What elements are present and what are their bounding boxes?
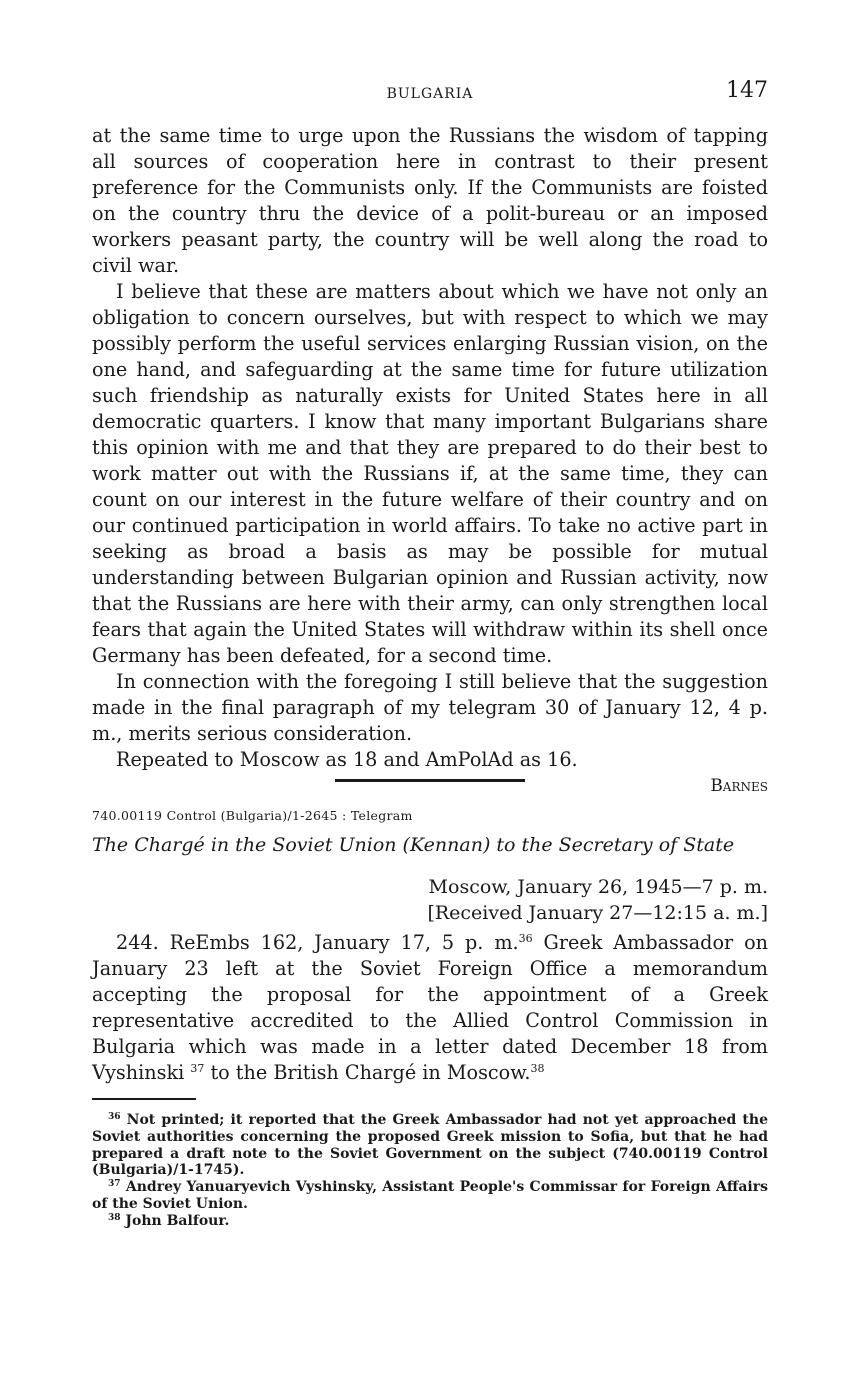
file-reference: 740.00119 Control (Bulgaria)/1-2645 : Telegram (92, 808, 413, 823)
telegram-paragraph (92, 930, 768, 1086)
footnote-ref-37: 37 (190, 1062, 205, 1075)
footnote-number: 37 (108, 1179, 121, 1190)
sent-date: Moscow, January 26, 1945—7 p. m. (428, 876, 768, 898)
paragraph-1: at the same time to urge upon the Russians the wisdom of tapping all sources of cooperation here in contrast to their present preference for the Communists only. If the Communists are foisted on the country thru the device of a polit-bureau or an imposed workers peasant party, the country will be well along the road to civil war. (92, 124, 768, 277)
telegram-text-b: Greek Ambassador on January 23 left at the Soviet Foreign Office a memorandum accepting the proposal for the appointment of a Greek representative accredited to the Allied Control Commission in Bulgaria which was made in a letter dated December 18 from Vyshinski (92, 931, 768, 1084)
page-number: 147 (726, 78, 768, 103)
footnote-number: 38 (108, 1212, 121, 1223)
paragraph-4: Repeated to Moscow as 18 and AmPolAd as 16. (116, 748, 578, 771)
footnote-text: Not printed; it reported that the Greek Ambassador had not yet approached the Soviet authorities concerning the proposed Greek mission to Sofia, but that he had prepared a draft note to the Soviet Government on the subject (740.00119 Control (Bulgaria)/1-1745). (92, 1112, 768, 1179)
telegram-text-c: to the British Chargé in Moscow. (204, 1061, 531, 1084)
received-date: [Received January 27—12:15 a. m.] (427, 902, 768, 924)
signature: Barnes (710, 776, 768, 796)
section-divider (335, 779, 525, 782)
footnotes (92, 1112, 768, 1230)
document-title: The Chargé in the Soviet Union (Kennan) to the Secretary of State (92, 834, 735, 856)
footnote-text: John Balfour. (120, 1212, 230, 1229)
paragraph-2: I believe that these are matters about which we have not only an obligation to concern ourselves, but with respect to which we may possibly perform the useful services enlarging Russian vision, on the one hand, and safeguarding at the same time for future utilization such friendship as naturally exists for United States here in all democratic quarters. I know that many important Bulgarians share this opinion with me and that they are prepared to do their best to work matter out with the Russians if, at the same time, they can count on our interest in the future welfare of their country and on our continued participation in world affairs. To take no active part in seeking as broad a basis as may be possible for mutual understanding between Bulgarian opinion and Russian activity, now that the Russians are here with their army, can only strengthen local fears that again the United States will withdraw within its shell once Germany has been defeated, for a second time. (92, 280, 768, 667)
running-head: BULGARIA (386, 86, 474, 102)
footnote-text: Andrey Yanuaryevich Vyshinsky, Assistant People's Commissar for Foreign Affairs of the Soviet Union. (92, 1179, 768, 1212)
footnote-ref-38: 38 (530, 1062, 545, 1075)
page-header (92, 78, 768, 108)
footnote-36 (92, 1112, 768, 1179)
footnote-37 (92, 1179, 768, 1213)
letter-body (92, 123, 768, 799)
telegram-body (92, 930, 768, 1086)
footnote-divider (92, 1098, 196, 1100)
footnote-ref-36: 36 (518, 932, 533, 945)
dateline (92, 874, 768, 926)
telegram-text-a: 244. ReEmbs 162, January 17, 5 p. m. (116, 931, 519, 954)
paragraph-3: In connection with the foregoing I still believe that the suggestion made in the final paragraph of my telegram 30 of January 12, 4 p. m., merits serious consideration. (92, 670, 768, 745)
footnote-38 (92, 1213, 768, 1230)
footnote-number: 36 (108, 1112, 121, 1122)
